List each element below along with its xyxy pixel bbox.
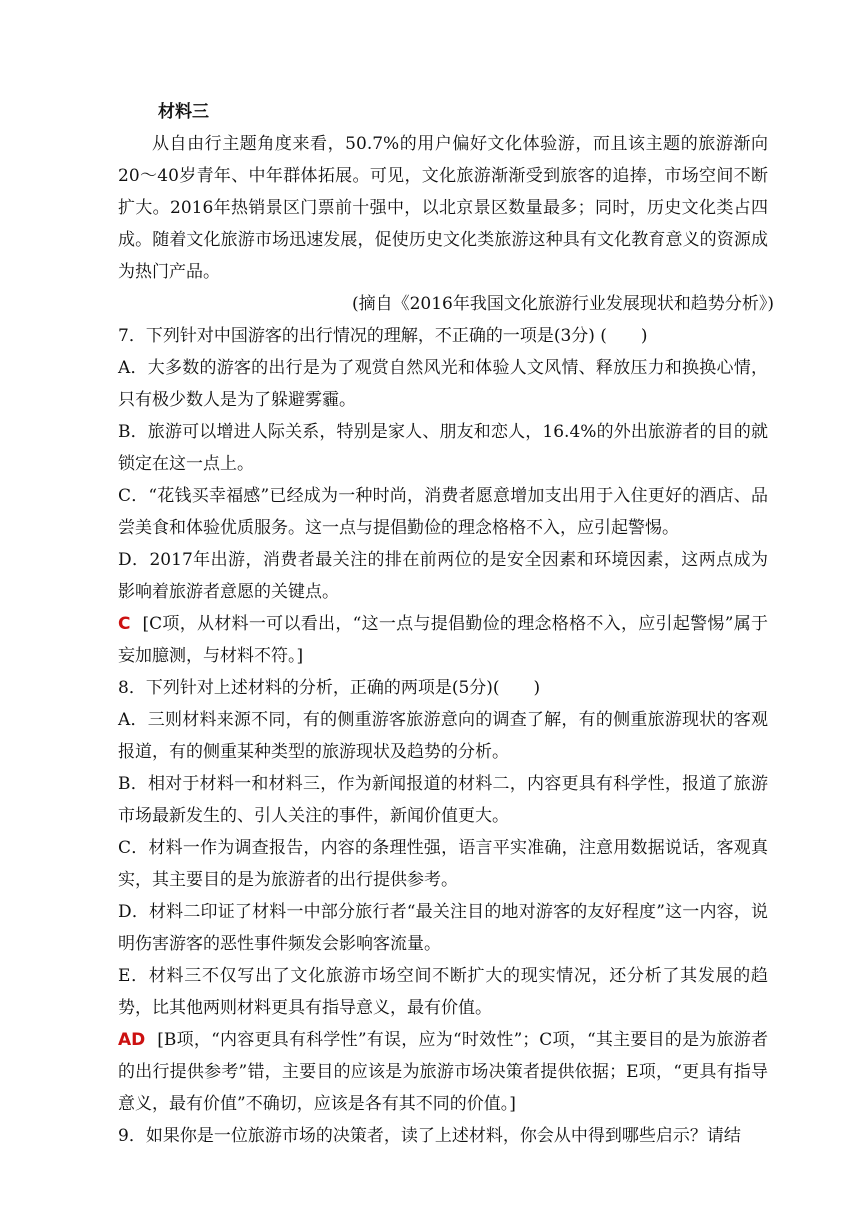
q8-option-a: A．三则材料来源不同，有的侧重游客旅游意向的调查了解，有的侧重旅游现状的客观报道，有的侧重某种类型的旅游现状及趋势的分析。 (118, 710, 768, 762)
material3-source: (摘自《2016年我国文化旅游行业发展现状和趋势分析》) (351, 294, 774, 314)
q8-option-c: C．材料一作为调查报告，内容的条理性强，语言平实准确，注意用数据说话，客观真实，其主要目的是为旅游者的出行提供参考。 (118, 838, 768, 890)
q7-option-b: B．旅游可以增进人际关系，特别是家人、朋友和恋人，16.4%的外出旅游者的目的就锁定在这一点上。 (118, 422, 768, 474)
q7-option-c: C．“花钱买幸福感”已经成为一种时尚，消费者愿意增加支出用于入住更好的酒店、品尝美食和体验优质服务。这一点与提倡勤俭的理念格格不入，应引起警惕。 (118, 486, 768, 538)
q7-answer (118, 608, 768, 672)
material3-heading: 材料三 (158, 102, 209, 122)
q8-option-b: B．相对于材料一和材料三，作为新闻报道的材料二，内容更具有科学性，报道了旅游市场最新发生的、引人关注的事件，新闻价值更大。 (118, 774, 768, 826)
material3-paragraph: 从自由行主题角度来看，50.7%的用户偏好文化体验游，而且该主题的旅游渐向20～40岁青年、中年群体拓展。可见，文化旅游渐渐受到旅客的追捧，市场空间不断扩大。2016年热销景区门票前十强中，以北京景区数量最多；同时，历史文化类占四成。随着文化旅游市场迅速发展，促使历史文化类旅游这种具有文化教育意义的资源成为热门产品。 (118, 134, 768, 282)
q7-answer-label: C (118, 614, 131, 634)
question-7-stem: 7．下列针对中国游客的出行情况的理解，不正确的一项是(3分) ( ) (118, 326, 648, 346)
q8-option-e: E．材料三不仅写出了文化旅游市场空间不断扩大的现实情况，还分析了其发展的趋势，比其他两则材料更具有指导意义，最有价值。 (118, 966, 768, 1018)
question-9-stem: 9．如果你是一位旅游市场的决策者，读了上述材料，你会从中得到哪些启示？请结 (118, 1126, 741, 1146)
q8-answer (118, 1024, 768, 1120)
q7-option-d: D．2017年出游，消费者最关注的排在前两位的是安全因素和环境因素，这两点成为影响着旅游者意愿的关键点。 (118, 550, 768, 602)
q7-option-a: A．大多数的游客的出行是为了观赏自然风光和体验人文风情、释放压力和换换心情，只有极少数人是为了躲避雾霾。 (118, 358, 768, 410)
question-8-stem: 8．下列针对上述材料的分析，正确的两项是(5分)( ) (118, 678, 541, 698)
q8-option-d: D．材料二印证了材料一中部分旅行者“最关注目的地对游客的友好程度”这一内容，说明伤害游客的恶性事件频发会影响客流量。 (118, 902, 768, 954)
q8-answer-explanation: [B项，“内容更具有科学性”有误，应为“时效性”；C项，“其主要目的是为旅游者的出行提供参考”错，主要目的应该是为旅游市场决策者提供依据；E项，“更具有指导意义，最有价值”不确切，应该是各有其不同的价值。] (118, 1030, 768, 1114)
q8-answer-label: AD (118, 1030, 146, 1050)
q7-answer-explanation: [C项，从材料一可以看出，“这一点与提倡勤俭的理念格格不入，应引起警惕”属于妄加臆测，与材料不符。] (118, 614, 768, 666)
